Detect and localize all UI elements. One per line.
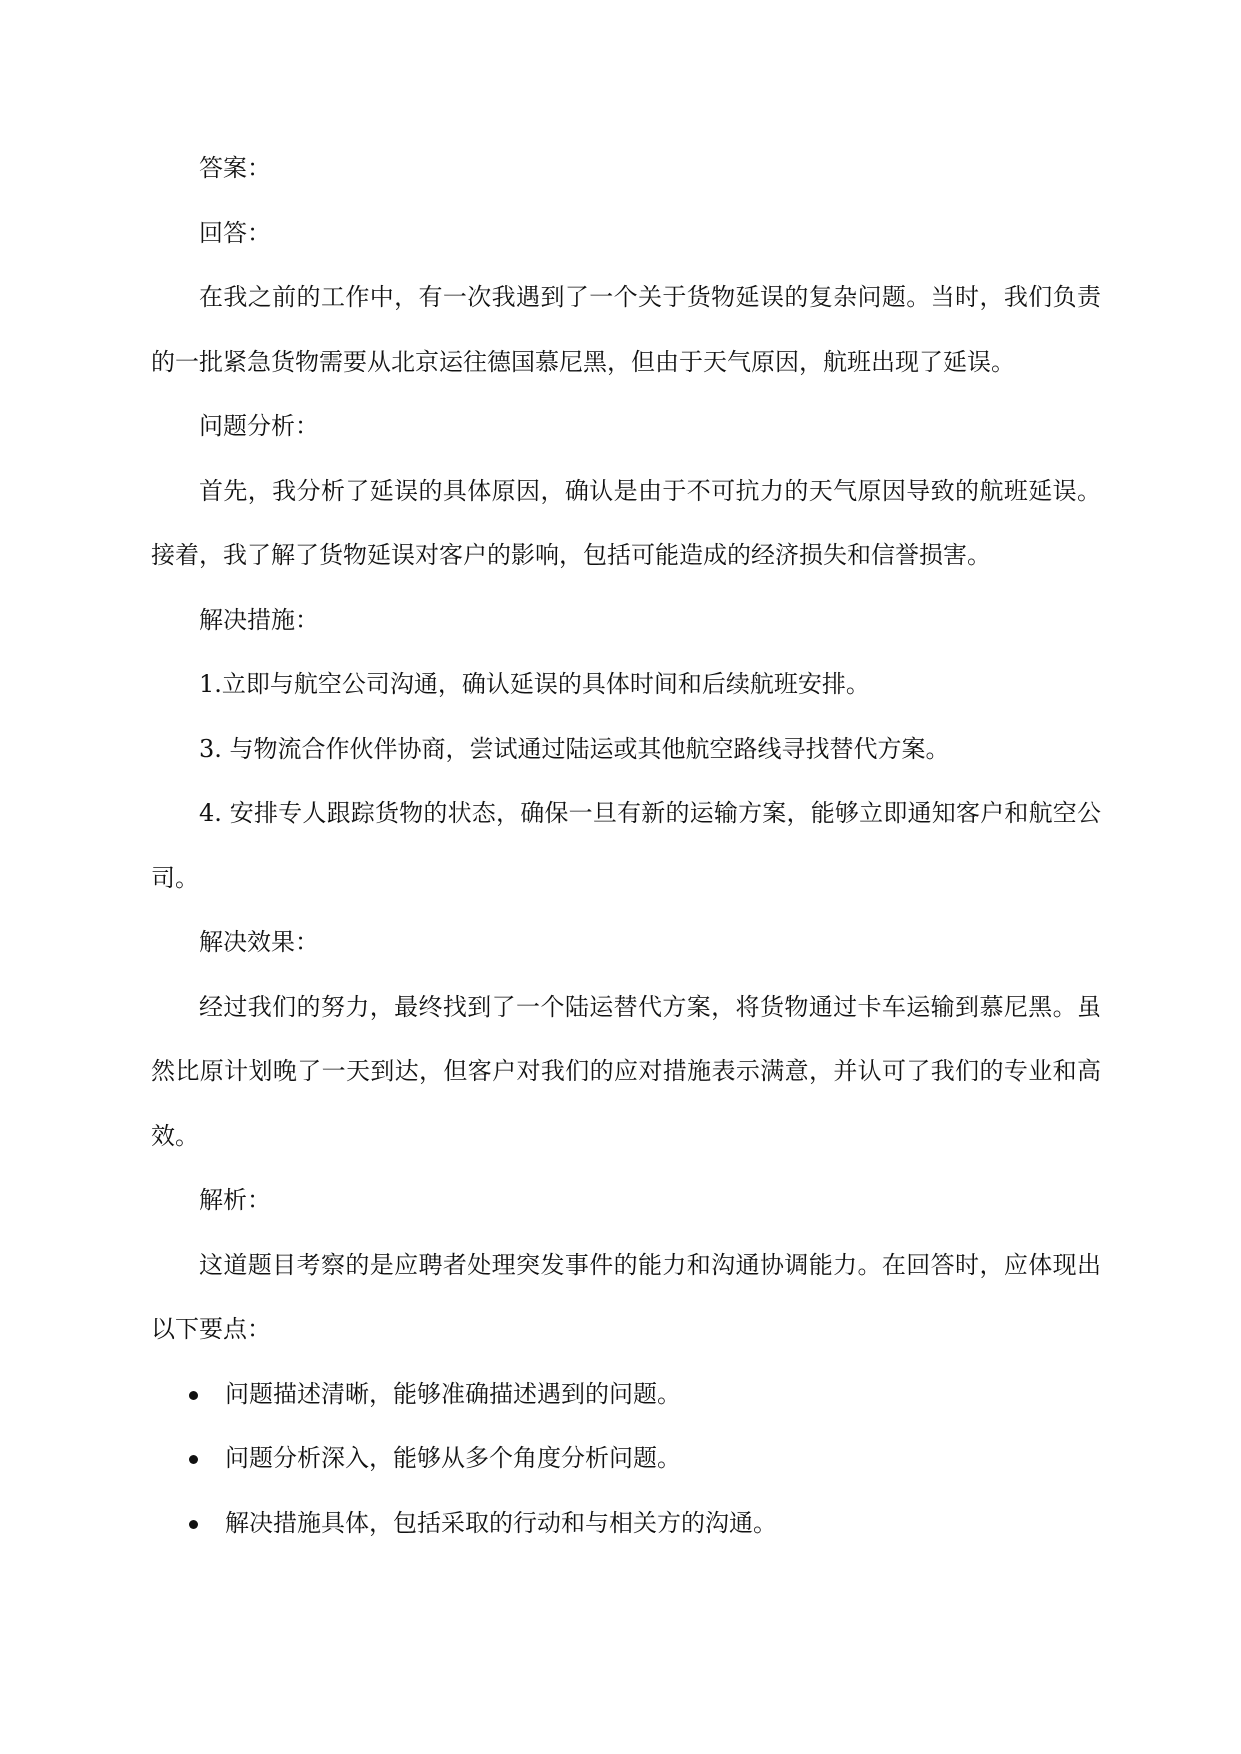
key-points-list <box>151 1362 1101 1556</box>
list-item-text: 问题描述清晰，能够准确描述遇到的问题。 <box>225 1379 681 1408</box>
result-heading: 解决效果： <box>199 928 319 956</box>
bullet-icon <box>189 1455 198 1464</box>
situation-paragraph: 在我之前的工作中，有一次我遇到了一个关于货物延误的复杂问题。当时，我们负责的一批紧急货物需要从北京运往德国慕尼黑，但由于天气原因，航班出现了延误。 <box>151 283 1101 376</box>
measure-item-1: 1.立即与航空公司沟通，确认延误的具体时间和后续航班安排。 <box>199 670 870 698</box>
list-item <box>151 1491 1101 1556</box>
analysis-heading: 问题分析： <box>199 412 319 440</box>
explanation-heading: 解析： <box>199 1186 271 1214</box>
answer-heading: 答案： <box>199 154 271 182</box>
list-item <box>151 1362 1101 1427</box>
list-item-text: 问题分析深入，能够从多个角度分析问题。 <box>225 1444 681 1472</box>
list-item-text: 解决措施具体，包括采取的行动和与相关方的沟通。 <box>225 1508 777 1537</box>
bullet-icon <box>189 1391 198 1400</box>
document-body <box>151 136 1101 1555</box>
measure-item-3: 3. 与物流合作伙伴协商，尝试通过陆运或其他航空路线寻找替代方案。 <box>199 734 950 763</box>
bullet-icon <box>189 1520 198 1529</box>
reply-heading: 回答： <box>199 218 271 247</box>
analysis-paragraph: 首先，我分析了延误的具体原因，确认是由于不可抗力的天气原因导致的航班延误。接着，我了解了货物延误对客户的影响，包括可能造成的经济损失和信誉损害。 <box>151 476 1101 569</box>
explanation-paragraph: 这道题目考察的是应聘者处理突发事件的能力和沟通协调能力。在回答时，应体现出以下要点： <box>151 1250 1101 1343</box>
measures-heading: 解决措施： <box>199 605 319 634</box>
measure-item-4: 4. 安排专人跟踪货物的状态，确保一旦有新的运输方案，能够立即通知客户和航空公司。 <box>151 799 1101 892</box>
list-item <box>151 1426 1101 1491</box>
result-paragraph: 经过我们的努力，最终找到了一个陆运替代方案，将货物通过卡车运输到慕尼黑。虽然比原计划晚了一天到达，但客户对我们的应对措施表示满意，并认可了我们的专业和高效。 <box>151 992 1101 1150</box>
